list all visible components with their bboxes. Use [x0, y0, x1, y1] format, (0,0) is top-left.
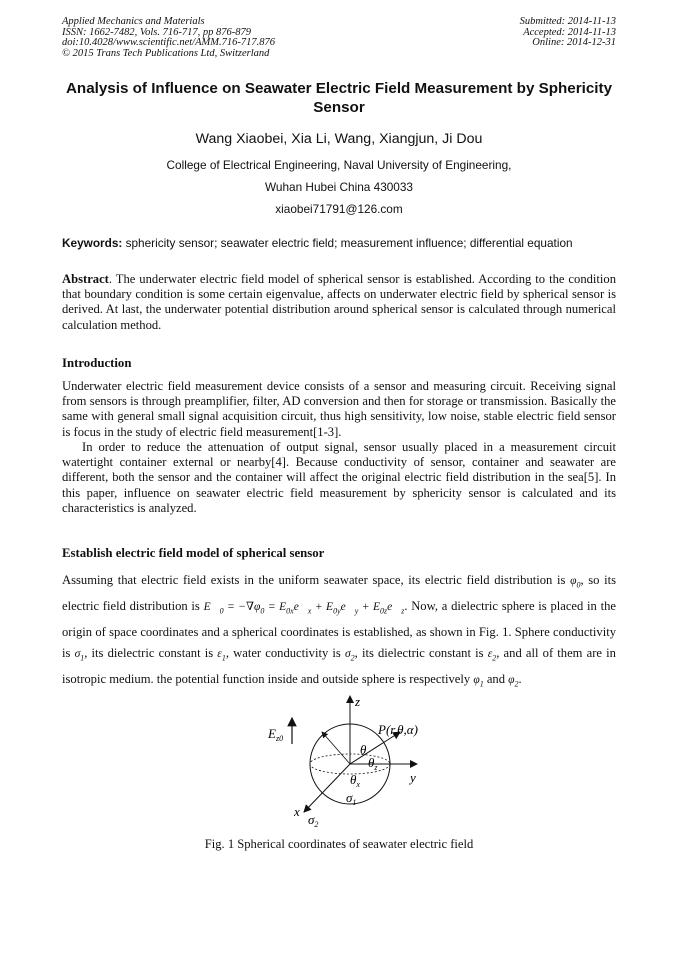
spherical-coordinates-diagram	[262, 694, 452, 834]
field-vector	[322, 732, 350, 764]
affiliation-line-2: Wuhan Hubei China 430033	[264, 180, 413, 194]
model-text-3: . Now, a dielectric sphere is placed in the origin of space coordinates and a spherical coordinates is established, as shown in Fig. 1. Sphere conductivity is	[62, 598, 616, 661]
section-heading-model: Establish electric field model of spherical sensor	[62, 546, 325, 560]
label-sigma2: $\sigma_2$	[308, 812, 319, 829]
abstract-label: Abstract	[62, 272, 109, 286]
authors: Wang Xiaobei, Xia Li, Wang, Xiangjun, Ji Dou	[195, 131, 483, 147]
accepted-date: Accepted: 2014-11-13	[523, 26, 616, 38]
journal-header	[62, 17, 275, 59]
label-ez0: $E_{z0}$	[268, 726, 284, 743]
model-text-5: , water conductivity is	[225, 646, 345, 661]
epsilon2-symbol: $\varepsilon_2$	[487, 648, 497, 663]
model-text-1: Assuming that electric field exists in the uniform seawater space, its electric field distribution is	[62, 573, 571, 587]
author-email: xiaobei71791@126.com	[275, 202, 403, 216]
journal-name: Applied Mechanics and Materials	[62, 16, 205, 27]
label-z: z	[355, 694, 361, 709]
label-theta-z: $\theta_z$	[368, 755, 378, 772]
affiliation-line-1: College of Electrical Engineering, Naval University of Engineering,	[166, 158, 512, 172]
keywords	[62, 236, 622, 250]
abstract	[62, 272, 616, 333]
label-theta: θ	[360, 742, 367, 757]
keywords-label: Keywords:	[62, 236, 123, 250]
model-text-8: and	[483, 672, 509, 687]
sigma2-symbol: $\sigma_2$	[344, 648, 355, 663]
model-paragraph	[62, 570, 616, 695]
online-date: Online: 2014-12-31	[532, 37, 616, 48]
phi0-symbol: $\varphi_0$	[570, 575, 581, 590]
section-heading-introduction: Introduction	[62, 356, 132, 370]
sigma1-symbol: $\sigma_1$	[74, 648, 85, 663]
figure-1-caption: Fig. 1 Spherical coordinates of seawater electric field	[204, 837, 474, 851]
issn-line: ISSN: 1662-7482, Vols. 716-717, pp 876-879	[62, 26, 251, 38]
epsilon1-symbol: $\varepsilon_1$	[217, 648, 226, 663]
intro-paragraph-2: In order to reduce the attenuation of output signal, sensor usually placed in a measurement circuit watertight container external or nearby[4]. Because conductivity of sensor, container and seawater are different, both the sensor and the container will affect the original electric field distribution in the sea[5]. In this paper, influence on seawater electric field measurement by sphericity sensor is calculated and its characteristics is analyzed.	[62, 440, 616, 515]
dates-header	[520, 17, 616, 49]
model-text-6: , its dielectric constant is	[354, 646, 488, 661]
field-equation: $E⃗_0 = -\nabla\varphi_0$ = $E_{0x}e⃗_x$ + $E_{0y}e⃗_y$ + $E_{0z}e⃗_z$	[203, 600, 405, 616]
submitted-date: Submitted: 2014-11-13	[519, 16, 616, 27]
phi1-symbol: $\varphi_1$	[473, 674, 484, 689]
label-x: x	[294, 804, 300, 819]
doi-line: doi:10.4028/www.scientific.net/AMM.716-717.876	[62, 37, 275, 48]
phi2-symbol: $\varphi_2$	[508, 674, 519, 689]
label-point-p: P(r,θ,α)	[378, 722, 418, 737]
copyright-line: © 2015 Trans Tech Publications Ltd, Switzerland	[62, 47, 270, 59]
keywords-text: sphericity sensor; seawater electric field; measurement influence; differential equation	[122, 236, 573, 250]
label-y: y	[410, 770, 416, 785]
intro-paragraph-1: Underwater electric field measurement device consists of a sensor and measuring circuit. Receiving signal from sensors is through preamplifier, filter, AD conversion and then for storage or transmission. Basically the same with general small signal acquisition circuit, thus high sensitivity, low noise, stable electric field sensor is focus in the study of electric field measurement[1-3].	[62, 379, 616, 439]
model-text-2: , so its electric field distribution is	[62, 573, 616, 613]
label-sigma1: $\sigma_1$	[346, 790, 357, 807]
model-text-7: , and all of them are in isotropic medium. the potential function inside and outside sphere is respectively	[62, 646, 616, 687]
abstract-text: . The underwater electric field model of spherical sensor is established. According to the condition that boundary condition is some certain eigenvalue, affects on underwater electric field by spherical sensor is derived. At last, the underwater potential distribution around spherical sensor is calculated through numerical calculation method.	[62, 272, 616, 332]
label-theta-x: $\theta_x$	[350, 772, 360, 789]
paper-title: Analysis of Influence on Seawater Electric Field Measurement by Sphericity Sensor	[65, 80, 613, 116]
model-text-9: .	[518, 672, 522, 687]
figure-1	[262, 694, 452, 839]
model-text-4: , its dielectric constant is	[84, 646, 218, 661]
